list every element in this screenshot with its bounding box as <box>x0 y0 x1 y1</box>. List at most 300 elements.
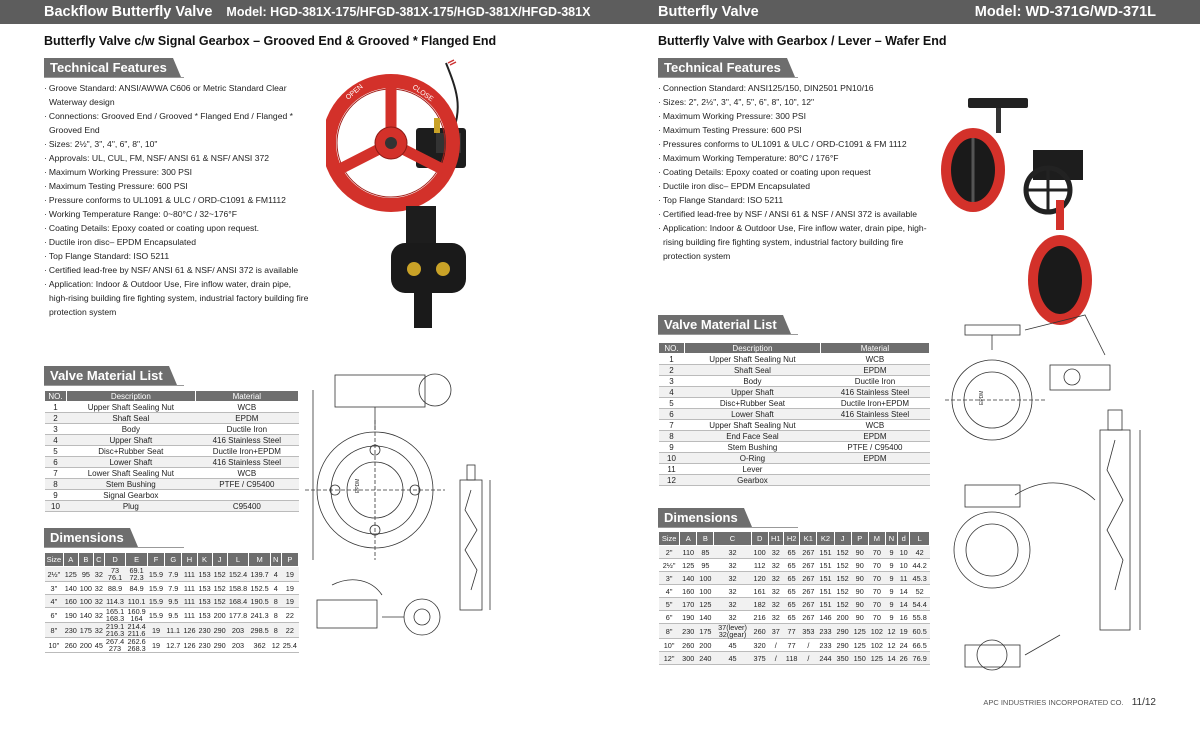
feature-item: · Certified lead-free by NSF/ ANSI 61 & NSF/ ANSI 372 is available <box>44 263 309 277</box>
table-cell: 69.1 72.3 <box>126 567 148 582</box>
table-cell: 230 <box>197 623 212 638</box>
table-cell: 65 <box>783 611 799 624</box>
feature-item: · Maximum Working Pressure: 300 PSI <box>44 165 309 179</box>
table-cell: 9 <box>659 442 685 453</box>
table-cell: 65 <box>783 598 799 611</box>
table-cell: 70 <box>868 546 885 559</box>
table-cell: 84.9 <box>126 582 148 595</box>
table-cell: 45.3 <box>910 572 930 585</box>
table-cell: 6" <box>45 608 64 623</box>
table-cell: 160 <box>64 596 77 606</box>
table-row <box>659 376 930 387</box>
table-cell <box>195 490 298 501</box>
right-dimensions-heading: Dimensions <box>658 508 744 527</box>
handwheel-close-label: CLOSE <box>410 83 435 104</box>
feature-item: · Top Flange Standard: ISO 5211 <box>44 249 309 263</box>
table-cell: EPDM <box>820 431 929 442</box>
table-cell: 153 <box>197 608 212 623</box>
table-cell: 152 <box>834 546 851 559</box>
table-row <box>45 413 299 424</box>
table-cell: / <box>768 639 783 652</box>
table-row <box>45 608 299 623</box>
table-cell: 114.3 <box>106 596 124 606</box>
table-cell: Ductile Iron+EPDM <box>820 398 929 409</box>
table-cell: 175 <box>78 623 93 638</box>
table-cell: 11 <box>898 572 910 585</box>
table-cell: 152.5 <box>250 583 269 593</box>
table-cell: C95400 <box>195 501 298 512</box>
divider <box>44 77 184 78</box>
table-cell: 70 <box>868 572 885 585</box>
divider <box>658 527 798 528</box>
table-cell: 151 <box>817 546 834 559</box>
table-row <box>659 398 930 409</box>
table-cell: 152 <box>212 567 227 582</box>
table-cell: 25.4 <box>281 638 298 653</box>
feature-item: · Application: Indoor & Outdoor Use, Fire inflow water, drain pipe, high-rising building fire fighting system, industrial factory building fire protection system <box>658 221 943 263</box>
table-cell: 102 <box>868 639 885 652</box>
table-cell: 32 <box>768 559 783 572</box>
table-row <box>659 431 930 442</box>
left-material-table <box>44 390 299 512</box>
feature-item: · Connection Standard: ANSI125/150, DIN2501 PN10/16 <box>658 81 943 95</box>
table-cell: 200 <box>697 639 714 652</box>
table-cell: 126 <box>182 623 197 638</box>
feature-item: · Top Flange Standard: ISO 5211 <box>658 193 943 207</box>
table-cell: 32 <box>93 623 104 638</box>
table-row <box>659 546 930 559</box>
table-cell: 214.4 211.6 <box>127 622 146 638</box>
column-header: C <box>714 532 751 546</box>
table-cell: PTFE / C95400 <box>820 442 929 453</box>
column-header: Size <box>45 553 64 567</box>
table-cell: 4" <box>659 585 680 598</box>
table-cell: 177.8 <box>227 608 249 623</box>
table-cell: 24 <box>898 639 910 652</box>
column-header: L <box>227 553 249 567</box>
table-cell: Shaft Seal <box>685 365 821 376</box>
table-cell: 416 Stainless Steel <box>820 387 929 398</box>
table-cell: 52 <box>910 585 930 598</box>
table-row <box>659 365 930 376</box>
table-cell: 3" <box>45 582 64 595</box>
table-cell: 158.8 <box>228 583 248 593</box>
table-cell: 88.9 <box>104 582 126 595</box>
column-header: A <box>63 553 78 567</box>
table-cell: 416 Stainless Steel <box>195 435 298 446</box>
table-cell: 19 <box>281 567 298 582</box>
table-cell: 42 <box>910 546 930 559</box>
table-row <box>45 490 299 501</box>
table-cell: 152.4 <box>227 567 249 582</box>
table-cell: 125 <box>851 639 868 652</box>
table-cell: 95 <box>697 559 714 572</box>
table-cell: Upper Shaft <box>67 435 196 446</box>
right-page <box>600 0 1200 740</box>
table-cell: Upper Shaft Sealing Nut <box>685 354 821 365</box>
table-cell: 10 <box>45 501 67 512</box>
table-cell: Lower Shaft <box>67 457 196 468</box>
table-cell: WCB <box>195 402 298 413</box>
table-cell: 139.7 <box>249 567 271 582</box>
table-cell: 90 <box>851 585 868 598</box>
table-cell: 32 <box>768 546 783 559</box>
right-header-title: Butterfly Valve <box>658 4 759 20</box>
table-row <box>659 611 930 624</box>
table-cell: 233 <box>817 624 834 639</box>
feature-item: · Maximum Testing Pressure: 600 PSI <box>44 179 309 193</box>
table-cell: 12 <box>885 639 897 652</box>
table-cell: 15.9 <box>148 583 164 593</box>
feature-item: · Connections: Grooved End / Grooved * Flanged End / Flanged * Grooved End <box>44 109 309 137</box>
table-cell: 203 <box>227 638 249 653</box>
table-cell: 146 <box>817 611 834 624</box>
column-header: H1 <box>768 532 783 546</box>
table-cell: 2½" <box>45 567 64 582</box>
table-cell: 65 <box>783 572 799 585</box>
left-dimensions-heading: Dimensions <box>44 528 130 547</box>
page-footer <box>983 697 1156 708</box>
column-header: H <box>182 553 197 567</box>
column-header: D <box>104 553 126 567</box>
column-header: M <box>249 553 271 567</box>
column-header: G <box>165 553 182 567</box>
table-cell: 152 <box>834 598 851 611</box>
table-cell: End Face Seal <box>685 431 821 442</box>
table-cell: 1 <box>45 402 67 413</box>
right-dimensions-table <box>658 531 930 665</box>
table-cell: 32 <box>768 572 783 585</box>
left-features-heading: Technical Features <box>44 58 173 77</box>
table-cell: 3 <box>659 376 685 387</box>
table-cell: 362 <box>249 638 271 653</box>
table-cell: 66.5 <box>910 639 930 652</box>
right-header-model: Model: WD-371G/WD-371L <box>974 4 1156 20</box>
table-cell: 65 <box>783 559 799 572</box>
table-cell: 153 <box>197 567 212 582</box>
table-row <box>659 639 930 652</box>
feature-item: · Coating Details: Epoxy coated or coating upon request. <box>44 221 309 235</box>
table-row <box>45 446 299 457</box>
table-cell: 22 <box>281 608 298 623</box>
table-cell: 216 <box>751 611 768 624</box>
table-row <box>45 468 299 479</box>
column-header: E <box>126 553 148 567</box>
table-cell: 12" <box>659 652 680 665</box>
table-cell: 320 <box>751 639 768 652</box>
table-row <box>659 354 930 365</box>
table-cell: 200 <box>834 611 851 624</box>
column-header: F <box>147 553 164 567</box>
table-row <box>659 453 930 464</box>
table-cell: 350 <box>834 652 851 665</box>
right-features-heading: Technical Features <box>658 58 787 77</box>
table-cell: 9 <box>885 572 897 585</box>
table-cell: Plug <box>67 501 196 512</box>
table-cell: 200 <box>212 608 227 623</box>
table-cell: 100 <box>697 572 714 585</box>
column-header: P <box>281 553 298 567</box>
column-header: d <box>898 532 910 546</box>
table-cell: Body <box>67 424 196 435</box>
table-row <box>659 475 930 486</box>
table-cell: 15.9 <box>147 567 164 582</box>
table-cell: 260 <box>680 639 697 652</box>
table-cell: 168.4 <box>228 596 248 606</box>
table-cell: 219.1 216.3 <box>105 622 125 638</box>
drawing-epdm-label: EPDM <box>355 478 361 493</box>
table-row <box>45 582 299 595</box>
column-header: M <box>868 532 885 546</box>
table-cell: 5 <box>45 446 67 457</box>
table-cell: 10 <box>659 453 685 464</box>
column-header: K1 <box>800 532 817 546</box>
table-row <box>45 595 299 608</box>
table-cell: 19 <box>147 623 164 638</box>
table-cell: 9 <box>45 490 67 501</box>
table-cell: 37 <box>768 624 783 639</box>
column-header: NO. <box>659 343 685 354</box>
table-cell: 6 <box>659 409 685 420</box>
column-header: NO. <box>45 391 67 402</box>
table-cell: 76.9 <box>910 652 930 665</box>
table-cell: 267 <box>800 598 817 611</box>
table-row <box>45 567 299 582</box>
table-cell: 267 <box>800 546 817 559</box>
table-cell: 9.5 <box>165 595 182 608</box>
table-cell: 44.2 <box>910 559 930 572</box>
feature-item: · Application: Indoor & Outdoor Use, Fire inflow water, drain pipe, high-rising building fire fighting system, industrial factory building fire protection system <box>44 277 309 319</box>
column-header: B <box>78 553 93 567</box>
wafer-valve-photo <box>938 90 1108 330</box>
table-cell: 9.5 <box>165 608 182 623</box>
table-cell: 4 <box>659 387 685 398</box>
table-cell: 6 <box>45 457 67 468</box>
table-cell: 152 <box>834 572 851 585</box>
table-cell: 16 <box>898 611 910 624</box>
column-header: C <box>93 553 104 567</box>
table-cell: 100 <box>751 546 768 559</box>
table-cell: 290 <box>212 623 227 638</box>
table-cell: 73 76.1 <box>104 567 126 582</box>
column-header: L <box>910 532 930 546</box>
table-cell: 153 <box>198 596 211 606</box>
table-cell: 190 <box>63 608 78 623</box>
table-cell: 230 <box>680 624 697 639</box>
table-row <box>659 442 930 453</box>
table-cell: 151 <box>817 572 834 585</box>
table-row <box>659 409 930 420</box>
table-cell: 140 <box>680 572 697 585</box>
table-cell: 241.3 <box>249 608 271 623</box>
table-row <box>45 435 299 446</box>
table-cell: 19 <box>898 624 910 639</box>
column-header: N <box>885 532 897 546</box>
table-cell: 85 <box>697 546 714 559</box>
table-cell: 90 <box>851 546 868 559</box>
table-cell: 111 <box>182 595 197 608</box>
table-cell: 140 <box>78 608 93 623</box>
table-cell: 32 <box>714 585 751 598</box>
table-cell: 32 <box>714 611 751 624</box>
table-cell: 160.9 164 <box>127 607 146 623</box>
table-cell: Ductile Iron <box>195 424 298 435</box>
table-cell: 95 <box>78 567 93 582</box>
table-cell: WCB <box>820 354 929 365</box>
footer-page-number: 11/12 <box>1131 697 1156 708</box>
table-row <box>659 585 930 598</box>
table-cell: Lower Shaft Sealing Nut <box>67 468 196 479</box>
table-cell: EPDM <box>820 453 929 464</box>
table-row <box>659 624 930 639</box>
feature-item: · Pressures conforms to UL1091 & ULC / ORD-C1091 & FM 1112 <box>658 137 943 151</box>
table-cell: 267.4 273 <box>105 637 125 653</box>
table-cell: Ductile Iron+EPDM <box>195 446 298 457</box>
table-cell: 233 <box>817 639 834 652</box>
table-cell: 8 <box>270 608 281 623</box>
table-cell: 140 <box>697 611 714 624</box>
feature-item: · Maximum Testing Pressure: 600 PSI <box>658 123 943 137</box>
table-cell: 15.9 <box>147 608 164 623</box>
right-subtitle: Butterfly Valve with Gearbox / Lever – Wafer End <box>658 34 947 48</box>
table-row <box>45 424 299 435</box>
table-cell: 4" <box>45 595 64 608</box>
column-header: Material <box>820 343 929 354</box>
table-cell: Upper Shaft Sealing Nut <box>685 420 821 431</box>
table-cell: PTFE / C95400 <box>195 479 298 490</box>
table-cell: 90 <box>851 572 868 585</box>
table-cell: 125 <box>851 624 868 639</box>
table-cell: 244 <box>817 652 834 665</box>
table-cell: 120 <box>751 572 768 585</box>
table-cell: 32 <box>714 559 751 572</box>
column-header: Material <box>195 391 298 402</box>
table-cell: Lever <box>685 464 821 475</box>
column-header: J <box>212 553 227 567</box>
table-cell: / <box>768 652 783 665</box>
table-cell: 175 <box>697 624 714 639</box>
left-features-list <box>44 81 309 319</box>
table-cell: 125 <box>680 559 697 572</box>
table-cell: 111 <box>182 567 197 582</box>
table-cell: Upper Shaft <box>685 387 821 398</box>
table-cell: 267 <box>800 559 817 572</box>
feature-item: · Pressure conforms to UL1091 & ULC / ORD-C1091 & FM1112 <box>44 193 309 207</box>
feature-item: · Ductile iron disc– EPDM Encapsulated <box>44 235 309 249</box>
right-material-table <box>658 342 930 486</box>
table-cell: 37(lever) 32(gear) <box>714 624 751 639</box>
table-cell: 102 <box>868 624 885 639</box>
table-cell: WCB <box>820 420 929 431</box>
table-cell: 203 <box>227 623 249 638</box>
grooved-valve-side-drawing <box>312 575 447 650</box>
table-cell: 125 <box>697 598 714 611</box>
table-cell: 151 <box>817 598 834 611</box>
column-header: Size <box>659 532 680 546</box>
table-cell: 77 <box>783 639 799 652</box>
table-cell: 2½" <box>659 559 680 572</box>
wafer-valve-drawings <box>945 310 1175 685</box>
table-cell: 90 <box>851 559 868 572</box>
table-cell: 32 <box>768 585 783 598</box>
table-cell: 4 <box>45 435 67 446</box>
table-cell: 65 <box>783 585 799 598</box>
table-cell: 290 <box>212 638 227 653</box>
table-cell: 151 <box>817 559 834 572</box>
table-cell: 90 <box>851 611 868 624</box>
table-cell: Gearbox <box>685 475 821 486</box>
table-cell: 19 <box>281 582 298 595</box>
table-cell: 260 <box>751 624 768 639</box>
table-cell: 8 <box>659 431 685 442</box>
table-cell: 3 <box>45 424 67 435</box>
left-subtitle: Butterfly Valve c/w Signal Gearbox – Grooved End & Grooved * Flanged End <box>44 34 497 48</box>
table-cell: 54.4 <box>910 598 930 611</box>
table-cell: 4 <box>270 582 281 595</box>
grooved-valve-photo <box>326 58 476 333</box>
table-cell: EPDM <box>195 413 298 424</box>
table-cell: 152 <box>834 559 851 572</box>
table-cell: Lower Shaft <box>685 409 821 420</box>
table-cell: 26 <box>898 652 910 665</box>
column-header: J <box>834 532 851 546</box>
table-cell: 416 Stainless Steel <box>820 409 929 420</box>
table-cell: 14 <box>898 585 910 598</box>
table-cell: 70 <box>868 611 885 624</box>
right-header-bar <box>600 0 1200 24</box>
column-header: Description <box>685 343 821 354</box>
table-cell: 100 <box>79 583 92 593</box>
table-cell: 32 <box>714 546 751 559</box>
table-cell: 8" <box>45 623 64 638</box>
table-cell: 151 <box>817 585 834 598</box>
table-cell: 12.7 <box>165 638 182 653</box>
table-cell: 8 <box>45 479 67 490</box>
table-cell: 375 <box>751 652 768 665</box>
left-dimensions-table <box>44 552 299 653</box>
table-cell: 353 <box>800 624 817 639</box>
feature-item: · Working Temperature Range: 0~80°C / 32~176°F <box>44 207 309 221</box>
table-cell: 8 <box>270 623 281 638</box>
left-header-model: Model: HGD-381X-175/HFGD-381X-175/HGD-381X/HFGD-381X <box>226 5 591 19</box>
table-cell: 9 <box>885 559 897 572</box>
divider <box>44 547 184 548</box>
table-cell: 5 <box>659 398 685 409</box>
column-header: B <box>697 532 714 546</box>
table-cell: 7 <box>659 420 685 431</box>
feature-item: · Certified lead-free by NSF / ANSI 61 & NSF / ANSI 372 is available <box>658 207 943 221</box>
table-cell <box>820 475 929 486</box>
table-cell: 152 <box>213 583 226 593</box>
table-cell: 32 <box>93 608 104 623</box>
divider <box>658 77 798 78</box>
table-row <box>659 464 930 475</box>
table-cell: 298.5 <box>249 623 271 638</box>
table-cell: 230 <box>63 623 78 638</box>
table-cell: 9 <box>885 546 897 559</box>
table-cell: 32 <box>94 583 103 593</box>
table-cell: 60.5 <box>910 624 930 639</box>
table-cell: 19 <box>147 638 164 653</box>
table-row <box>45 501 299 512</box>
right-features-list <box>658 81 943 263</box>
table-cell: 32 <box>714 598 751 611</box>
table-cell: 10 <box>898 559 910 572</box>
feature-item: · Sizes: 2", 2½", 3", 4", 5", 6", 8", 10", 12" <box>658 95 943 109</box>
table-cell: 8 <box>270 595 281 608</box>
table-cell: 22 <box>281 623 298 638</box>
table-row <box>45 457 299 468</box>
